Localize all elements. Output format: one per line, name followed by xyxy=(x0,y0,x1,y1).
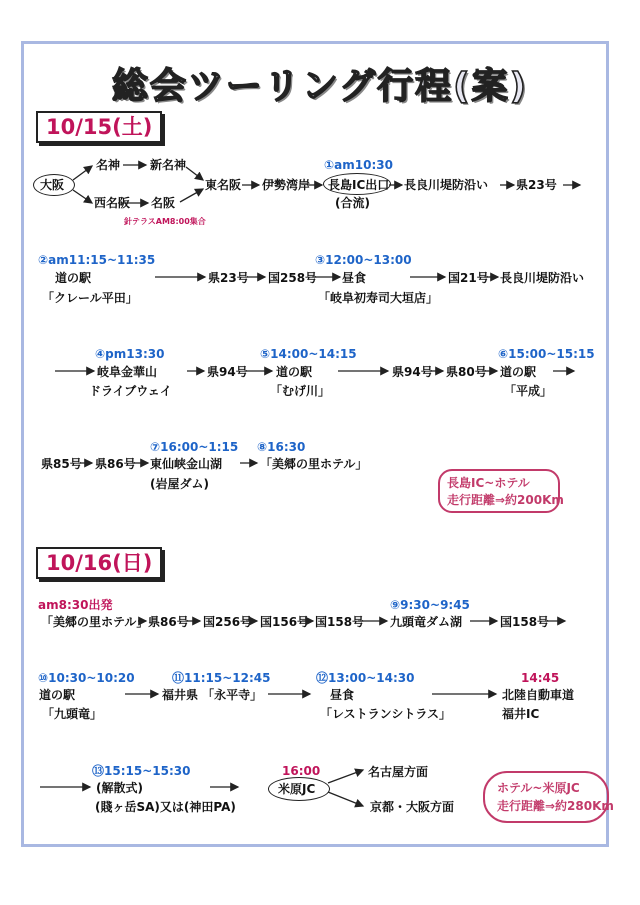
gouryu-label: (合流) xyxy=(335,196,370,210)
fukui-eiheiji-label: 福井県 「永平寺」 xyxy=(162,688,263,702)
stop7-time: ⑦16:00~1:15 xyxy=(150,440,239,454)
michinoeki3-label: 道の駅 xyxy=(500,365,537,379)
ken86-1-label: 県86号 xyxy=(95,457,136,471)
higashi-meihan-label: 東名阪 xyxy=(205,178,242,192)
nishi-meihan-label: 西名阪 xyxy=(94,196,131,210)
isewangan-label: 伊勢湾岸 xyxy=(262,178,311,192)
nagaragawa1-label: 長良川堤防沿い xyxy=(404,178,489,192)
meishin-label: 名神 xyxy=(96,158,121,172)
restaurant-label: 「レストランシトラス」 xyxy=(320,707,451,721)
stop12-time: ⑫13:00~14:30 xyxy=(316,671,415,685)
maibara-jc-label: 米原JC xyxy=(278,782,316,796)
meihan-label: 名阪 xyxy=(151,196,176,210)
ken23-2-label: 県23号 xyxy=(208,271,249,285)
kuni258-label: 国258号 xyxy=(268,271,318,285)
driveway-label: ドライブウェイ xyxy=(89,384,172,398)
gifu-kinka-label: 岐阜金華山 xyxy=(97,365,158,379)
day2-summary-distance: 走行距離⇒約280Km xyxy=(497,799,614,813)
time-1445: 14:45 xyxy=(521,671,560,685)
shizugatake-label: (賤ヶ岳SA)又は(神田PA) xyxy=(95,800,236,814)
nagashima-ic-label: 長島IC出口 xyxy=(328,178,390,192)
lunch1-label: 昼食 xyxy=(342,271,367,285)
nagaragawa2-label: 長良川堤防沿い xyxy=(500,271,585,285)
kyoto-osaka-label: 京都・大阪方面 xyxy=(370,800,455,814)
kaisan-label: (解散式) xyxy=(96,781,143,795)
stop10-time: ⑩10:30~10:20 xyxy=(38,671,135,685)
kuzuryu-lake-label: 九頭竜ダム湖 xyxy=(390,615,463,629)
higashi-kinzan-label: 東仙峡金山湖 xyxy=(150,457,223,471)
lunch-label: 昼食 xyxy=(330,688,355,702)
ken80-label: 県80号 xyxy=(446,365,487,379)
stop5-time: ⑤14:00~14:15 xyxy=(260,347,357,361)
kuni21-label: 国21号 xyxy=(448,271,489,285)
osaka-label: 大阪 xyxy=(40,178,65,192)
depart-time: am8:30出発 xyxy=(38,598,113,612)
michinoeki-label: 道の駅 xyxy=(39,688,76,702)
mugegawa-label: 「むげ川」 xyxy=(270,384,331,398)
stop9-time: ⑨9:30~9:45 xyxy=(390,598,470,612)
iwaya-dam-label: (岩屋ダム) xyxy=(150,477,209,491)
kuni256-label: 国256号 xyxy=(203,615,253,629)
stop2-time: ②am11:15~11:35 xyxy=(38,253,156,267)
stop6-time: ⑥15:00~15:15 xyxy=(498,347,595,361)
day1-date-label: 10/15(土) xyxy=(36,111,162,143)
fukui-ic-label: 福井IC xyxy=(502,707,540,721)
kuni156-label: 国156号 xyxy=(260,615,310,629)
nagoya-label: 名古屋方面 xyxy=(368,765,429,779)
creal-label: 「クレール平田」 xyxy=(42,291,138,305)
day2-date-label: 10/16(日) xyxy=(36,547,162,579)
hokuriku-label: 北陸自動車道 xyxy=(502,688,575,702)
kuni158-1-label: 国158号 xyxy=(315,615,365,629)
ken94-1-label: 県94号 xyxy=(207,365,248,379)
day2-summary-route: ホテル~米原JC xyxy=(497,781,580,795)
michinoeki1-label: 道の駅 xyxy=(55,271,92,285)
ken23-1-label: 県23号 xyxy=(516,178,557,192)
ken94-2-label: 県94号 xyxy=(392,365,433,379)
stop3-time: ③12:00~13:00 xyxy=(315,253,412,267)
kuzuryu-label: 「九頭竜」 xyxy=(42,707,103,721)
hari-terrace-note: 針テラスAM8:00集合 xyxy=(124,217,206,226)
stop11-time: ⑪11:15~12:45 xyxy=(172,671,271,685)
day1-summary-distance: 走行距離⇒約200Km xyxy=(447,493,564,507)
page-title: 総会ツーリング行程(案) xyxy=(111,66,529,107)
bigo-hotel-label: 「美郷の里ホテル」 xyxy=(260,457,368,471)
stop8-time: ⑧16:30 xyxy=(257,440,306,454)
ken85-label: 県85号 xyxy=(41,457,82,471)
heisei-label: 「平成」 xyxy=(504,384,553,398)
ken86-label: 県86号 xyxy=(148,615,189,629)
bigo-hotel-start-label: 「美郷の里ホテル」 xyxy=(41,615,149,629)
gifu-sushi-label: 「岐阜初寿司大垣店」 xyxy=(318,291,439,305)
day1-summary-route: 長島IC~ホテル xyxy=(447,476,530,490)
stop13-time: ⑬15:15~15:30 xyxy=(92,764,191,778)
time-1600: 16:00 xyxy=(282,764,321,778)
stop4-time: ④pm13:30 xyxy=(95,347,165,361)
shin-meishin-label: 新名神 xyxy=(150,158,187,172)
stop1-time: ①am10:30 xyxy=(324,158,393,172)
kuni158-2-label: 国158号 xyxy=(500,615,550,629)
michinoeki2-label: 道の駅 xyxy=(276,365,313,379)
